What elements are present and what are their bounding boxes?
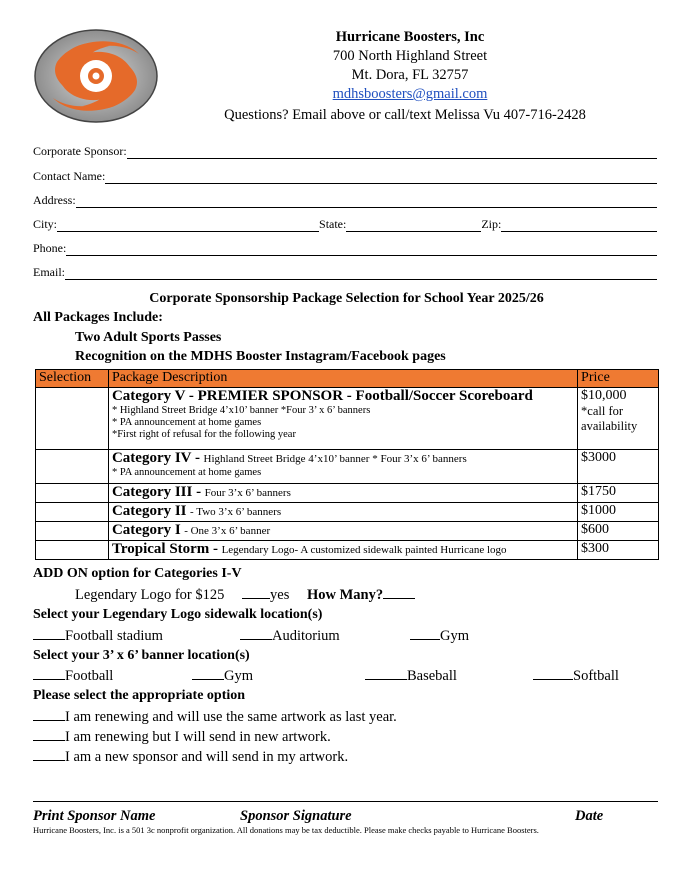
table-row [36, 388, 659, 450]
description-cell [108, 541, 577, 560]
selection-cell[interactable] [36, 541, 109, 560]
package-table [35, 369, 659, 560]
package-detail: * PA announcement at home games [111, 467, 262, 478]
org-name: Hurricane Boosters, Inc [335, 29, 485, 45]
addon-logo-text: Legendary Logo for $125 [75, 587, 225, 603]
city-state-zip-field[interactable] [33, 218, 657, 232]
email-field[interactable] [33, 266, 657, 280]
includes-item: Two Adult Sports Passes [75, 330, 222, 345]
category-title: Category V - PREMIER SPONSOR - Football/Soccer Scoreboard [111, 388, 533, 404]
table-row [36, 503, 659, 522]
description-cell [108, 522, 577, 541]
header-price: Price [578, 370, 659, 388]
city-label: City: [33, 217, 58, 231]
phone-label: Phone: [33, 241, 67, 255]
logo-location-heading: Select your Legendary Logo sidewalk location(s) [33, 607, 323, 622]
banner-option[interactable] [365, 667, 457, 685]
header-description: Package Description [108, 370, 577, 388]
description-cell [108, 484, 577, 503]
banner-option-label: Football [65, 668, 114, 684]
table-row [36, 541, 659, 560]
banner-option[interactable] [192, 667, 253, 685]
appropriate-option-label: I am renewing and will use the same artwork as last year. [65, 709, 397, 725]
includes-item: Recognition on the MDHS Booster Instagram/Facebook pages [75, 349, 446, 364]
logo-option-label: Auditorium [272, 628, 340, 644]
package-detail: - Two 3’x 6’ banners [190, 506, 282, 518]
logo-option-label: Football stadium [65, 628, 163, 644]
contact-name-label: Contact Name: [33, 169, 106, 183]
table-row [36, 450, 659, 484]
zip-label: Zip: [481, 217, 502, 231]
logo-option[interactable] [240, 627, 340, 645]
address-label: Address: [33, 193, 76, 207]
org-street: 700 North Highland Street [332, 48, 488, 64]
addon-heading: ADD ON option for Categories I-V [33, 566, 242, 581]
table-header-row [36, 370, 659, 388]
footer-note: Hurricane Boosters, Inc. is a 501 3c nonprofit organization. All donations may be tax deductible. Please make checks payable to Hurricane Boosters. [33, 825, 539, 835]
org-email-link[interactable]: mdhsboosters@gmail.com [332, 86, 488, 102]
date-label: Date [575, 808, 604, 824]
package-detail: Four 3’x 6’ banners [204, 487, 291, 499]
selection-cell[interactable] [36, 522, 109, 541]
address-field[interactable] [33, 194, 657, 208]
appropriate-option[interactable] [33, 748, 348, 766]
email-label: Email: [33, 265, 65, 279]
header-selection: Selection [36, 370, 109, 388]
questions-line: Questions? Email above or call/text Melissa Vu 407-716-2428 [224, 107, 586, 123]
table-row [36, 522, 659, 541]
appropriate-option[interactable] [33, 708, 397, 726]
signature-rule [33, 801, 658, 802]
selection-title: Corporate Sponsorship Package Selection for School Year 2025/26 [149, 291, 544, 306]
banner-location-heading: Select your 3’ x 6’ banner location(s) [33, 648, 250, 663]
includes-heading: All Packages Include: [33, 310, 163, 325]
category-title: Category I [111, 522, 181, 538]
appropriate-option[interactable] [33, 728, 331, 746]
price-cell: $600 [578, 522, 659, 541]
corporate-sponsor-field[interactable] [33, 145, 657, 159]
price-cell [578, 388, 659, 450]
table-row [36, 484, 659, 503]
category-title: Tropical Storm - [111, 541, 219, 557]
appropriate-heading: Please select the appropriate option [33, 688, 246, 703]
contact-name-field[interactable] [33, 170, 657, 184]
price-cell: $3000 [578, 450, 659, 484]
description-cell [108, 388, 577, 450]
addon-line [75, 586, 415, 604]
addon-yes-label: yes [270, 587, 290, 603]
selection-cell[interactable] [36, 388, 109, 450]
description-cell [108, 450, 577, 484]
category-title: Category III - [111, 484, 202, 500]
phone-field[interactable] [33, 242, 657, 256]
logo-option[interactable] [33, 627, 163, 645]
price-note: *call for availability [581, 404, 638, 433]
package-detail: Legendary Logo- A customized sidewalk painted Hurricane logo [221, 544, 507, 556]
print-sponsor-name-label: Print Sponsor Name [33, 808, 156, 824]
org-header [200, 28, 620, 104]
package-detail: - One 3’x 6’ banner [184, 525, 271, 537]
state-label: State: [319, 217, 347, 231]
selection-cell[interactable] [36, 484, 109, 503]
banner-option-label: Softball [573, 668, 619, 684]
package-detail: Highland Street Bridge 4’x10’ banner * Four 3’x 6’ banners [203, 453, 467, 465]
category-title: Category II [111, 503, 187, 519]
hurricane-logo [33, 28, 159, 124]
appropriate-option-label: I am a new sponsor and will send in my artwork. [65, 749, 349, 765]
addon-how-many-label: How Many? [306, 587, 384, 603]
banner-option[interactable] [33, 667, 113, 685]
logo-option[interactable] [410, 627, 469, 645]
selection-cell[interactable] [36, 503, 109, 522]
logo-option-label: Gym [440, 628, 469, 644]
selection-cell[interactable] [36, 450, 109, 484]
price-cell: $300 [578, 541, 659, 560]
corporate-sponsor-label: Corporate Sponsor: [33, 144, 127, 158]
banner-option[interactable] [533, 667, 619, 685]
price-value: $10,000 [581, 388, 627, 403]
package-detail: * PA announcement at home games [111, 417, 262, 428]
banner-option-label: Baseball [407, 668, 457, 684]
addon-yes-blank[interactable] [242, 586, 270, 599]
banner-option-label: Gym [224, 668, 253, 684]
price-cell: $1000 [578, 503, 659, 522]
org-city: Mt. Dora, FL 32757 [351, 67, 469, 83]
package-detail: *First right of refusal for the following year [111, 429, 296, 440]
sponsor-signature-label: Sponsor Signature [240, 808, 352, 824]
price-cell: $1750 [578, 484, 659, 503]
description-cell [108, 503, 577, 522]
addon-how-many-blank[interactable] [383, 586, 415, 599]
appropriate-option-label: I am renewing but I will send in new artwork. [65, 729, 331, 745]
package-detail: * Highland Street Bridge 4’x10’ banner *Four 3’ x 6’ banners [111, 405, 371, 416]
category-title: Category IV - [111, 450, 200, 466]
